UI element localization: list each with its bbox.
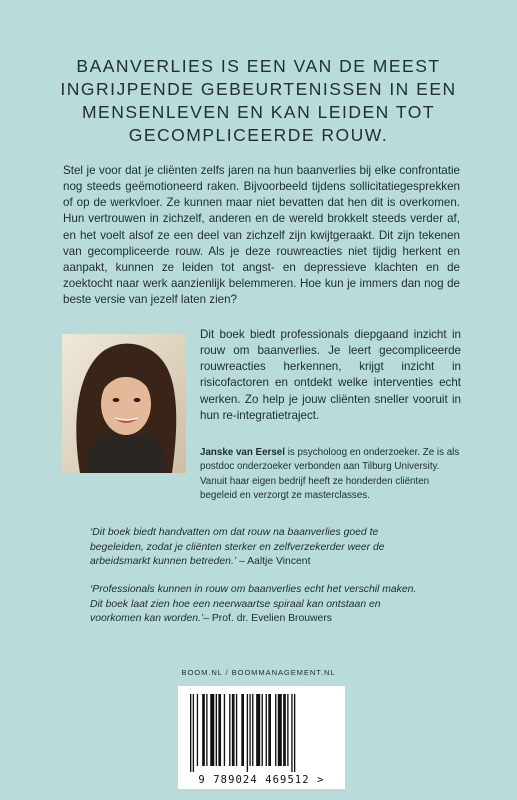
barcode-bar [241,694,244,766]
author-name: Janske van Eersel [200,447,285,458]
barcode-bar [278,694,282,766]
barcode-bar [294,694,295,772]
barcode-bar [249,694,250,766]
quote-text: ‘Dit boek biedt handvatten om dat rouw na baanverlies goed te begeleiden, zodat je cliënten sterker en zelfverzekerder weer de arbeidsmarkt kunnen betreden.’ [90,527,385,568]
headline [40,55,477,147]
author-photo [62,334,186,473]
barcode-bar [291,694,292,772]
headline-line: MENSENLEVEN EN KAN LEIDEN TOT [81,102,436,122]
headline-line: INGRIJPENDE GEBEURTENISSEN IN EEN [60,79,457,99]
book-pitch: Dit boek biedt professionals diepgaand inzicht in rouw om baanverlies. Je leert gecompliceerde rouwreacties herkennen, krijgt inzicht in risicofactoren en ontdekt welke interventies echt werken. Zo help je jouw cliënten sneller vooruit in hun re-integratietraject. [200,328,461,422]
barcode-bar [252,694,253,766]
barcode-bar [266,694,267,766]
isbn-barcode [178,686,345,789]
quote-text: ‘Professionals kunnen in rouw om baanverlies echt het verschil maken. Dit boek laat zien hoe een neerwaartse spiraal kan ontstaan en voorkomen kan worden.’ [90,584,417,625]
barcode-bar [275,694,276,766]
barcode-bar [247,694,248,772]
barcode-bar [206,694,207,766]
barcode-bar [197,694,198,766]
barcode-bar [216,694,217,766]
barcode-bars [186,694,337,772]
barcode-bar [202,694,205,766]
endorsement-quote [90,526,430,570]
author-bio-text: is psycholoog en onderzoeker. Ze is als postdoc onderzoeker verbonden aan Tilburg University. Vanuit haar eigen bedrijf heeft ze honderden cliënten begeleid en verzorgt ze masterclasses. [200,447,460,502]
quote-author: – Aaltje Vincent [236,556,311,568]
barcode-bar [256,694,260,766]
intro-paragraph: Stel je voor dat je cliënten zelfs jaren na hun baanverlies bij elke confrontatie nog steeds geëmotioneerd raken. Bijvoorbeeld tijdens sollicitatiegesprekken of op de werkvloer. Ze kunnen maar niet bevatten dat hen dit is overkomen. Hun vertrouwen in zichzelf, anderen en de wereld brokkelt steeds verder af, en het voelt alsof ze een deel van zichzelf zijn kwijtgeraakt. Dit zijn tekenen van gecompliceerde rouw. Als je deze rouwreacties niet tijdig herkent en aanpakt, kunnen ze leiden tot angst- en depressieve klachten en de zoektocht naar werk aanzienlijk belemmeren. Hoe kun je immers dan nog de beste versie van jezelf laten zien? [63,164,460,307]
barcode-bar [224,694,225,766]
endorsement-quote [90,583,430,627]
quote-author: – Prof. dr. Evelien Brouwers [203,613,332,625]
barcode-bar [262,694,263,766]
barcode-bar [236,694,237,766]
barcode-bar [210,694,214,766]
barcode-bar [218,694,221,766]
isbn-number: 9 789024 469512 > [198,774,325,786]
barcode-bar [193,694,194,772]
barcode-bar [229,694,230,766]
barcode-bar [287,694,288,766]
barcode-bar [190,694,191,772]
publisher-website: BOOM.NL / BOOMMANAGEMENT.NL [181,668,336,677]
headline-line: BAANVERLIES IS EEN VAN DE MEEST [76,56,441,76]
barcode-bar [268,694,271,766]
barcode-bar [283,694,286,766]
author-bio [200,446,462,504]
headline-line: GECOMPLICEERDE ROUW. [128,125,389,145]
barcode-bar [232,694,235,766]
